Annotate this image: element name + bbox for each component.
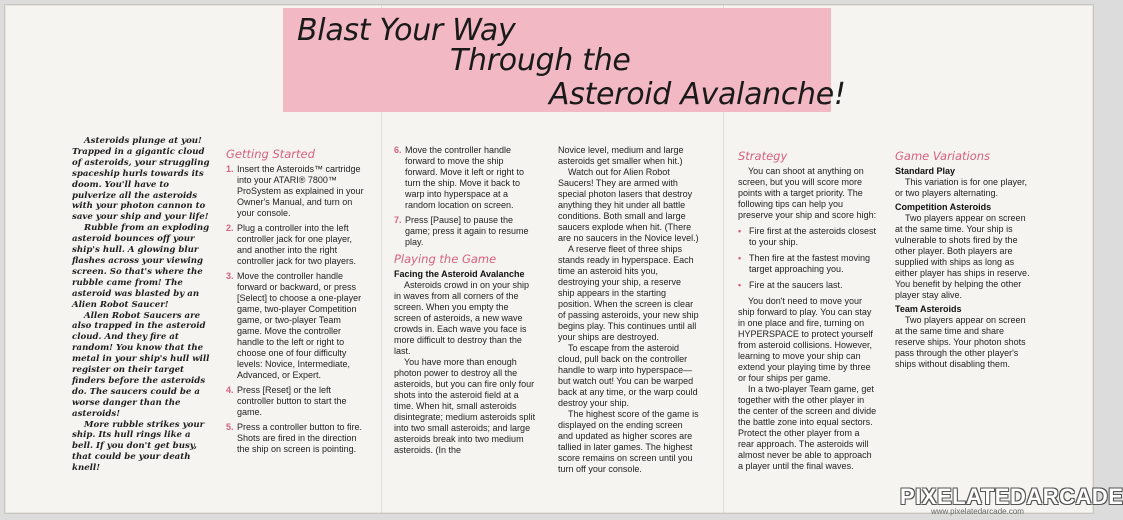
variation-name: Competition Asteroids: [895, 202, 992, 212]
getting-started-section: [226, 145, 366, 459]
variation-text: This variation is for one player, or two players alternating.: [895, 177, 1028, 198]
strategy-paragraph: In a two-player Team game, get together with the other player in the center of the screen and divide the battle zone into equal sectors. Protect the other player from a rear approach. The asteroids will almost never be able to approach a player until the final waves.: [738, 384, 877, 471]
step-item: [394, 145, 536, 211]
intro-paragraph: Allen Robot Saucers are also trapped in the asteroid cloud. And they fire at random! You know that the metal in your ship's hull will register on their target finders before the asteroids do. The saucers could be a worse danger than the asteroids!: [72, 310, 210, 419]
bullet-icon: •: [738, 226, 742, 236]
step-text: Press [Pause] to pause the game; press it again to resume play.: [405, 215, 529, 247]
bullet-icon: •: [738, 280, 742, 290]
playing-paragraph: Watch out for Alien Robot Saucers! They are armed with special photon lasers that destroy anything they hit under all battle conditions. Both small and large saucers explode when hit. (There are no saucers in the Novice level.): [558, 167, 699, 243]
step-number: 1.: [226, 164, 234, 174]
title-line-1: Blast Your Way: [297, 13, 516, 48]
variation-name: Standard Play: [895, 166, 956, 176]
playing-paragraph: To escape from the asteroid cloud, pull back on the controller handle to warp into hyperspace—but watch out! You can be warped back at any time, or the warp could destroy your ship.: [558, 343, 698, 408]
step-item: [226, 385, 366, 418]
playing-paragraph: Novice level, medium and large asteroids get smaller when hit.): [558, 145, 684, 166]
watermark-brand: PIXELATEDARCADE: [900, 484, 1123, 509]
step-number: 2.: [226, 223, 234, 233]
playing-heading: Playing the Game: [394, 252, 497, 266]
intro-story: [72, 136, 212, 474]
step-text: Move the controller handle forward to move the ship forward. Move it left or right to turn the ship. Move it back to warp into hyperspace at a random location on screen.: [405, 145, 525, 210]
tip-item: [738, 280, 878, 291]
step-item: [226, 164, 366, 219]
tip-text: Fire first at the asteroids closest to your ship.: [749, 226, 877, 247]
strategy-heading: Strategy: [738, 149, 788, 163]
step-item: [226, 271, 366, 381]
tip-item: [738, 253, 878, 275]
steps-list-continued: [394, 145, 536, 248]
step-text: Press a controller button to fire. Shots are fired in the direction the ship on screen is pointing.: [237, 422, 363, 454]
step-number: 4.: [226, 385, 234, 395]
step-text: Press [Reset] or the left controller button to start the game.: [237, 385, 347, 417]
step-item: [226, 422, 366, 455]
intro-paragraph: Asteroids plunge at you! Trapped in a gigantic cloud of asteroids, your struggling spaceship hurls towards its doom. You'll have to pulverize all the asteroids with your photon cannon to save your ship and your life!: [72, 136, 210, 223]
intro-paragraph: More rubble strikes your ship. Its hull rings like a bell. If you don't get busy, that could be your death knell!: [72, 419, 205, 474]
bullet-icon: •: [738, 253, 742, 263]
variation-name: Team Asteroids: [895, 304, 962, 314]
step-number: 6.: [394, 145, 402, 155]
playing-paragraph: The highest score of the game is displayed on the ending screen and updated as higher scores are tallied in later games. The highest score remains on screen until you turn off your console.: [558, 409, 699, 474]
step-number: 3.: [226, 271, 234, 281]
step-number: 5.: [226, 422, 234, 432]
playing-continued: [558, 145, 700, 475]
variation-text: Two players appear on screen at the same time. Your ship is vulnerable to shots fired by the other player. Both players are supplied with ships as long as either player has ships in reserve. You benefit by helping the other player stay alive.: [895, 213, 1030, 300]
title-line-3: Asteroid Avalanche!: [549, 77, 846, 112]
playing-paragraph: You have more than enough photon power to destroy all the asteroids, but you can fire only four shots into the asteroid field at a time. When hit, small asteroids disintegrate; medium asteroids split into two small asteroids; and large asteroids break into two medium asteroids. (In the: [394, 357, 536, 455]
tip-text: Then fire at the fastest moving target approaching you.: [749, 253, 871, 274]
step-item: [226, 223, 366, 267]
variations-heading: Game Variations: [895, 149, 991, 163]
playing-subheading: Facing the Asteroid Avalanche: [394, 269, 525, 279]
step-text: Plug a controller into the left controller jack for one player, and another into the right controller jack for two players.: [237, 223, 357, 266]
step-text: Move the controller handle forward or backward, or press [Select] to choose a one-player game, two-player Competition game, or two-player Team game. Move the controller handle to the left or right to choose one of four difficulty levels: Novice, Intermediate, Advanced, or Expert.: [237, 271, 362, 380]
step-number: 7.: [394, 215, 402, 225]
tip-text: Fire at the saucers last.: [749, 280, 843, 290]
tip-item: [738, 226, 878, 248]
step-text: Insert the Asteroids™ cartridge into your ATARI® 7800™ ProSystem as explained in your Owner's Manual, and turn on your console.: [237, 164, 364, 218]
watermark-url: www.pixelatedarcade.com: [931, 507, 1024, 516]
playing-section: [394, 145, 536, 456]
steps-list: [226, 164, 366, 455]
intro-paragraph: Rubble from an exploding asteroid bounces off your ship's hull. A glowing blur flashes across your viewing screen. So that's where the rubble came from! The asteroid was blasted by an Alien Robot Saucer!: [72, 223, 210, 310]
strategy-paragraph: You don't need to move your ship forward to play. You can stay in one place and fire, turning on HYPERSPACE to protect yourself from asteroid collisions. However, learning to move your ship can extend your playing time by three or four ships per game.: [738, 296, 873, 383]
variation-text: Two players appear on screen at the same time and share reserve ships. Your photon shots pass through the other player's ships without disabling them.: [895, 315, 1026, 369]
strategy-section: [738, 147, 878, 472]
getting-started-heading: Getting Started: [226, 147, 315, 161]
title-line-2: Through the: [450, 43, 631, 78]
strategy-intro: You can shoot at anything on screen, but you will score more points with a target priority. The following tips can help you preserve your ship and score high:: [738, 166, 877, 220]
playing-paragraph: A reserve fleet of three ships stands ready in hyperspace. Each time an asteroid hits you, destroying your ship, a reserve ship appears in the starting position. When the screen is clear of passing asteroids, your new ship begins play. This continues until all your ships are destroyed.: [558, 244, 699, 342]
playing-paragraph: Asteroids crowd in on your ship in waves from all corners of the screen. When you empty the screen of asteroids, a new wave crowds in. Each wave you face is more difficult to destroy than the last.: [394, 280, 530, 356]
variations-section: [895, 147, 1035, 370]
strategy-tips: [738, 226, 878, 291]
step-item: [394, 215, 536, 248]
